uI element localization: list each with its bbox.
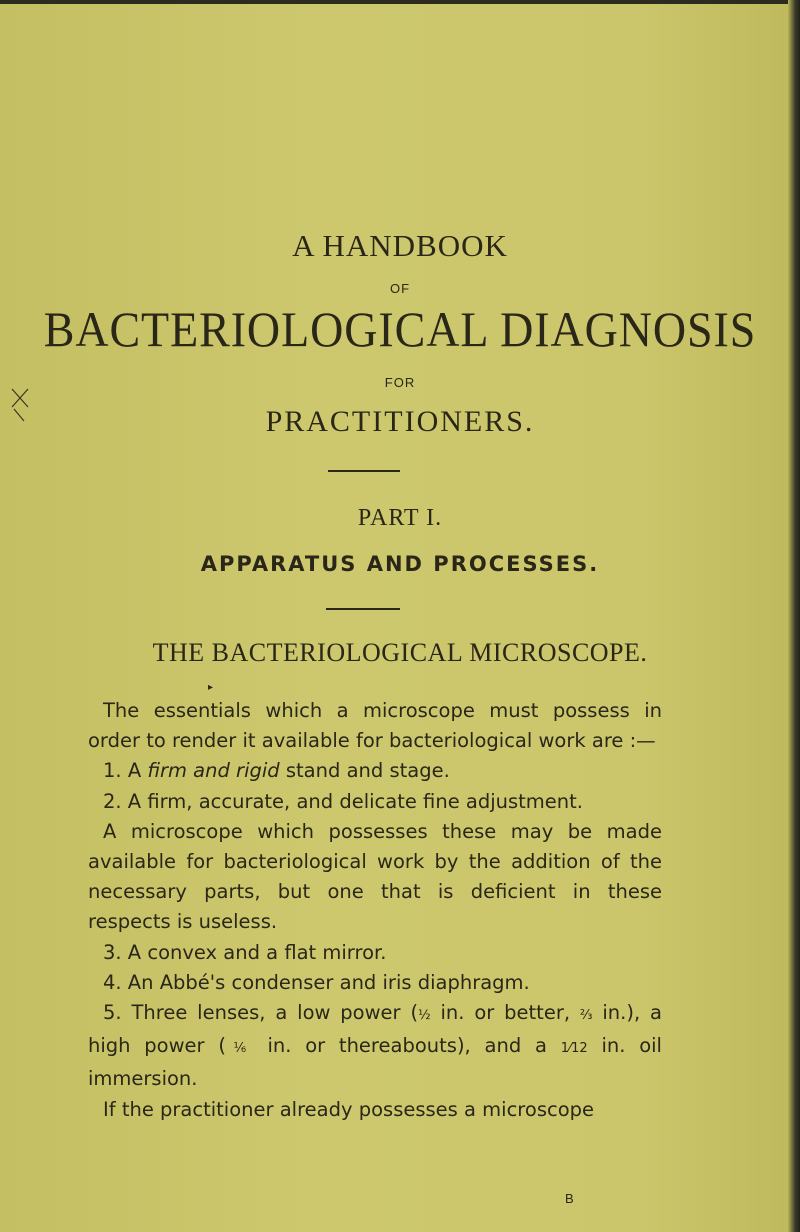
paragraph: A microscope which possesses these may be made available for bacteriological work by the addition of the necessary parts, but one that is deficient in these respects is useless. [88, 819, 662, 934]
part-label: PART I. [357, 505, 443, 531]
title-line-5: PRACTITIONERS. [265, 405, 535, 438]
item-number: 1. [103, 759, 122, 783]
emphasis-text: firm and rigid [147, 759, 280, 783]
fraction: 1⁄12 [560, 1041, 588, 1057]
item-text: in.), a high power ( [88, 1001, 662, 1058]
item-text: in. or better, [430, 1001, 580, 1025]
paragraph: If the practitioner already possesses a microscope [103, 1097, 595, 1121]
item-text: stand and stage. [285, 759, 450, 783]
list-item: 4. An Abbé's condenser and iris diaphragm. [103, 970, 530, 994]
title-line-4: FOR [384, 375, 416, 390]
section-heading: THE BACTERIOLOGICAL MICROSCOPE. [152, 638, 648, 667]
intro-paragraph: The essentials which a microscope must possess in order to render it available for bacteriological work are :— [88, 699, 662, 753]
item-text: 5. Three lenses, a low power ( [103, 1001, 419, 1025]
fraction: ⅔ [579, 1008, 593, 1024]
page-right-edge [788, 0, 800, 1232]
title-line-1: A HANDBOOK [292, 228, 508, 263]
part-heading: APPARATUS AND PROCESSES. [200, 552, 600, 576]
title-line-2: OF [389, 281, 411, 296]
main-title: BACTERIOLOGICAL DIAGNOSIS [43, 301, 757, 357]
divider-rule [328, 470, 400, 472]
divider-rule [326, 608, 400, 610]
list-item: 3. A convex and a flat mirror. [103, 940, 387, 964]
fraction: ⅙ [225, 1041, 254, 1057]
item-text: A [127, 759, 142, 783]
item-text: in. or thereabouts), and a [253, 1034, 561, 1058]
page-top-edge [0, 0, 800, 4]
list-item [88, 998, 662, 1095]
list-item: 2. A firm, accurate, and delicate fine adjustment. [103, 789, 583, 813]
list-item [88, 756, 662, 786]
body-text [88, 696, 662, 1125]
signature-mark: B [565, 1191, 574, 1206]
pointer-mark-icon: ▸ [208, 682, 214, 693]
fraction: ½ [418, 1008, 431, 1024]
item-text: in. oil immersion. [88, 1034, 662, 1091]
